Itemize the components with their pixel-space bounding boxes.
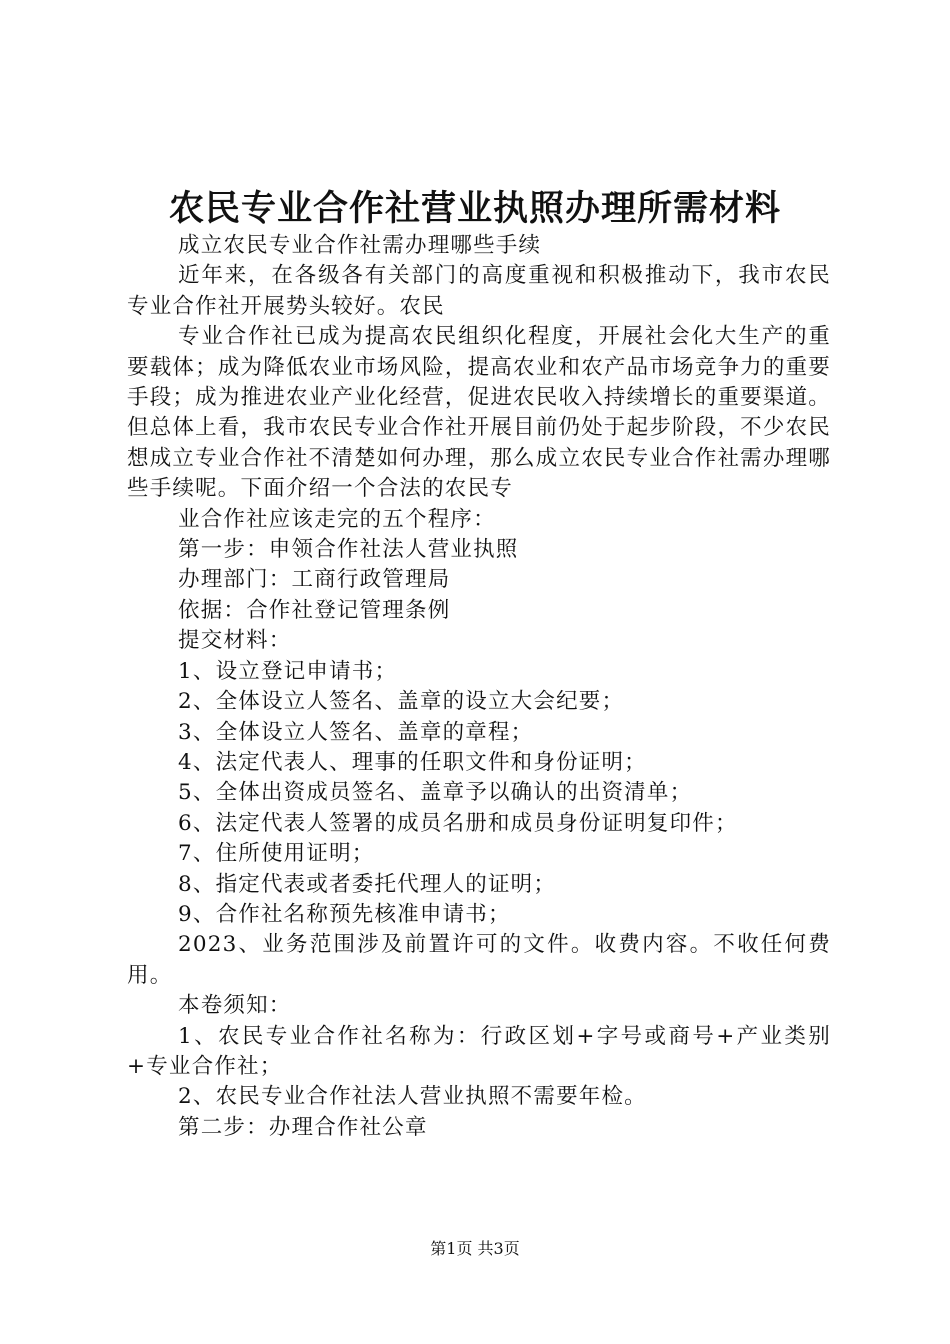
- step-heading: 第一步：申领合作社法人营业执照: [178, 537, 519, 563]
- list-item: 2、农民专业合作社法人营业执照不需要年检。: [178, 1084, 647, 1110]
- step-heading: 第二步：办理合作社公章: [178, 1114, 428, 1140]
- list-item: 5、全体出资成员签名、盖章予以确认的出资清单；: [178, 780, 693, 806]
- list-item: 7、住所使用证明；: [178, 841, 375, 867]
- list-item: 3、全体设立人签名、盖章的章程；: [178, 719, 534, 745]
- paragraph: 专业合作社已成为提高农民组织化程度，开展社会化大生产的重要载体；成为降低农业市场风险，提高农业和农产品市场竞争力的重要手段；成为推进农业产业化经营，促进农民收入持续增长的重要渠道。但总体上看，我市农民专业合作社开展目前仍处于起步阶段，不少农民想成立专业合作社不清楚如何办理，那么成立农民专业合作社需办理哪些手续呢。下面介绍一个合法的农民专: [127, 324, 831, 502]
- paragraph: 近年来，在各级各有关部门的高度重视和积极推动下，我市农民专业合作社开展势头较好。农民: [127, 263, 831, 319]
- list-item: 1、设立登记申请书；: [178, 658, 398, 684]
- paragraph: 成立农民专业合作社需办理哪些手续: [178, 233, 542, 258]
- list-item: 6、法定代表人签署的成员名册和成员身份证明复印件；: [178, 810, 738, 836]
- list-item: 1、农民专业合作社名称为：行政区划+字号或商号+产业类别+专业合作社；: [127, 1023, 831, 1079]
- paragraph: 本卷须知：: [178, 993, 292, 1019]
- list-item: 9、合作社名称预先核准申请书；: [178, 901, 511, 927]
- list-item: 2、全体设立人签名、盖章的设立大会纪要；: [178, 689, 625, 715]
- list-item: 8、指定代表或者委托代理人的证明；: [178, 871, 557, 897]
- paragraph: 依据：合作社登记管理条例: [178, 597, 451, 623]
- page-footer: 第1页 共3页: [430, 1239, 520, 1258]
- list-item: 4、法定代表人、理事的任职文件和身份证明；: [178, 749, 647, 775]
- document-title: 农民专业合作社营业执照办理所需材料: [168, 189, 781, 229]
- paragraph: 提交材料：: [178, 628, 292, 654]
- document-body: [127, 231, 831, 1143]
- paragraph: 办理部门：工商行政管理局: [178, 567, 451, 593]
- list-item: 2023、业务范围涉及前置许可的文件。收费内容。不收任何费用。: [127, 932, 831, 988]
- paragraph: 业合作社应该走完的五个程序：: [178, 506, 496, 532]
